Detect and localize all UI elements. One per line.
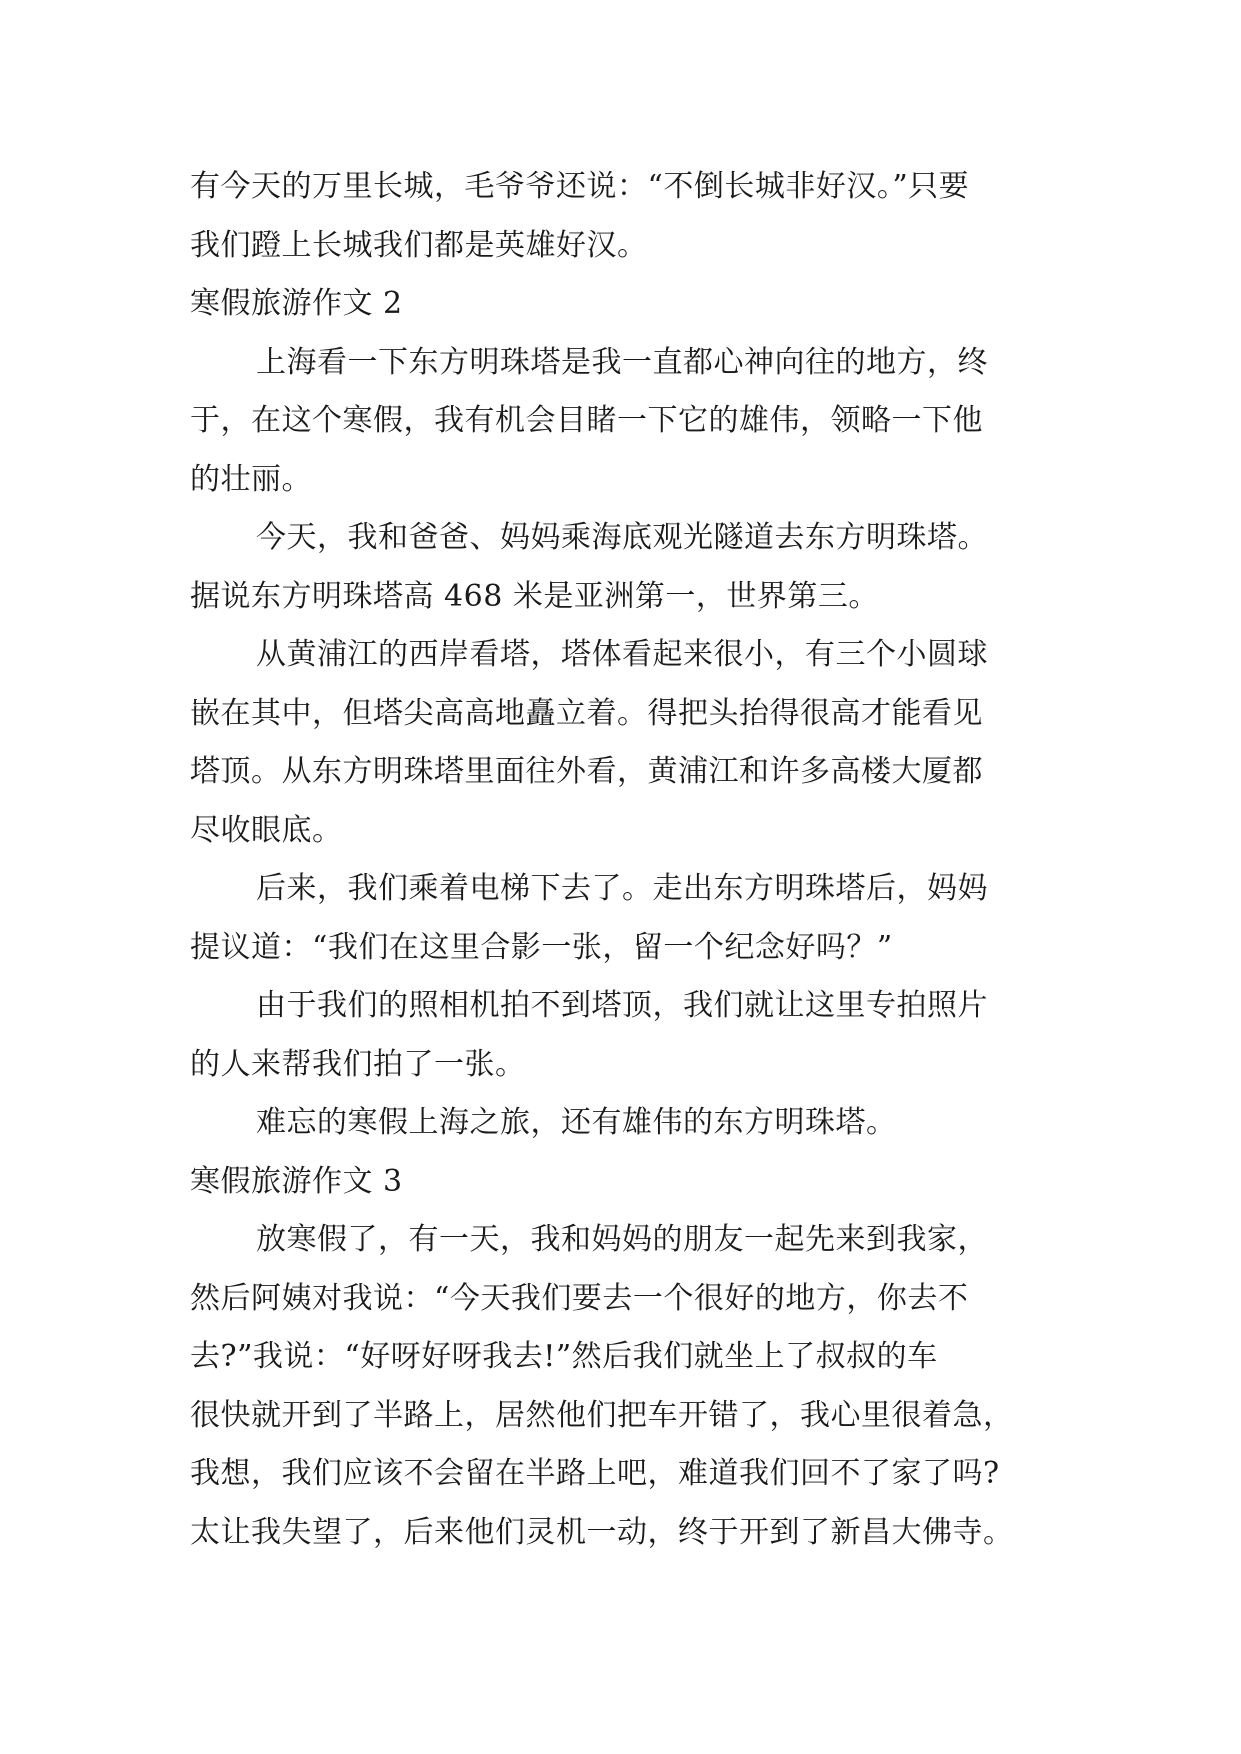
paragraph-start: 从黄浦江的西岸看塔，塔体看起来很小，有三个小圆球 <box>256 637 988 672</box>
section-heading: 寒假旅游作文 3 <box>190 1163 403 1199</box>
text-line: 很快就开到了半路上，居然他们把车开错了，我心里很着急， <box>190 1397 1014 1433</box>
paragraph-start: 由于我们的照相机拍不到塔顶，我们就让这里专拍照片 <box>256 988 988 1023</box>
paragraph-start: 放寒假了，有一天，我和妈妈的朋友一起先来到我家， <box>256 1222 988 1257</box>
paragraph-start: 上海看一下东方明珠塔是我一直都心神向往的地方，终 <box>256 344 988 380</box>
text-line: 去?”我说：“好呀好呀我去!”然后我们就坐上了叔叔的车 <box>190 1339 938 1374</box>
section-heading: 寒假旅游作文 2 <box>190 286 403 321</box>
text-line: 塔顶。从东方明珠塔里面往外看，黄浦江和许多高楼大厦都 <box>190 754 983 789</box>
text-line: 的壮丽。 <box>190 461 312 497</box>
paragraph-start: 难忘的寒假上海之旅，还有雄伟的东方明珠塔。 <box>256 1105 897 1140</box>
paragraph-start: 后来，我们乘着电梯下去了。走出东方明珠塔后，妈妈 <box>256 871 988 906</box>
document-body <box>190 158 1070 1562</box>
paragraph-start: 今天，我和爸爸、妈妈乘海底观光隧道去东方明珠塔。 <box>256 520 988 555</box>
text-line: 嵌在其中，但塔尖高高地矗立着。得把头抬得很高才能看见 <box>190 695 983 731</box>
text-line: 提议道：“我们在这里合影一张，留一个纪念好吗？” <box>190 929 893 965</box>
text-line: 尽收眼底。 <box>190 812 343 848</box>
text-line: 我想，我们应该不会留在半路上吧，难道我们回不了家了吗? <box>190 1456 1000 1491</box>
text-line: 的人来帮我们拍了一张。 <box>190 1046 526 1082</box>
text-line: 太让我失望了，后来他们灵机一动，终于开到了新昌大佛寺。 <box>190 1514 1014 1550</box>
text-line: 有今天的万里长城，毛爷爷还说：“不倒长城非好汉。”只要 <box>190 169 970 204</box>
text-line: 然后阿姨对我说：“今天我们要去一个很好的地方，你去不 <box>190 1280 969 1316</box>
text-line: 据说东方明珠塔高 468 米是亚洲第一，世界第三。 <box>190 578 879 614</box>
text-line: 于，在这个寒假，我有机会目睹一下它的雄伟，领略一下他 <box>190 403 983 438</box>
text-line: 我们蹬上长城我们都是英雄好汉。 <box>190 227 648 263</box>
